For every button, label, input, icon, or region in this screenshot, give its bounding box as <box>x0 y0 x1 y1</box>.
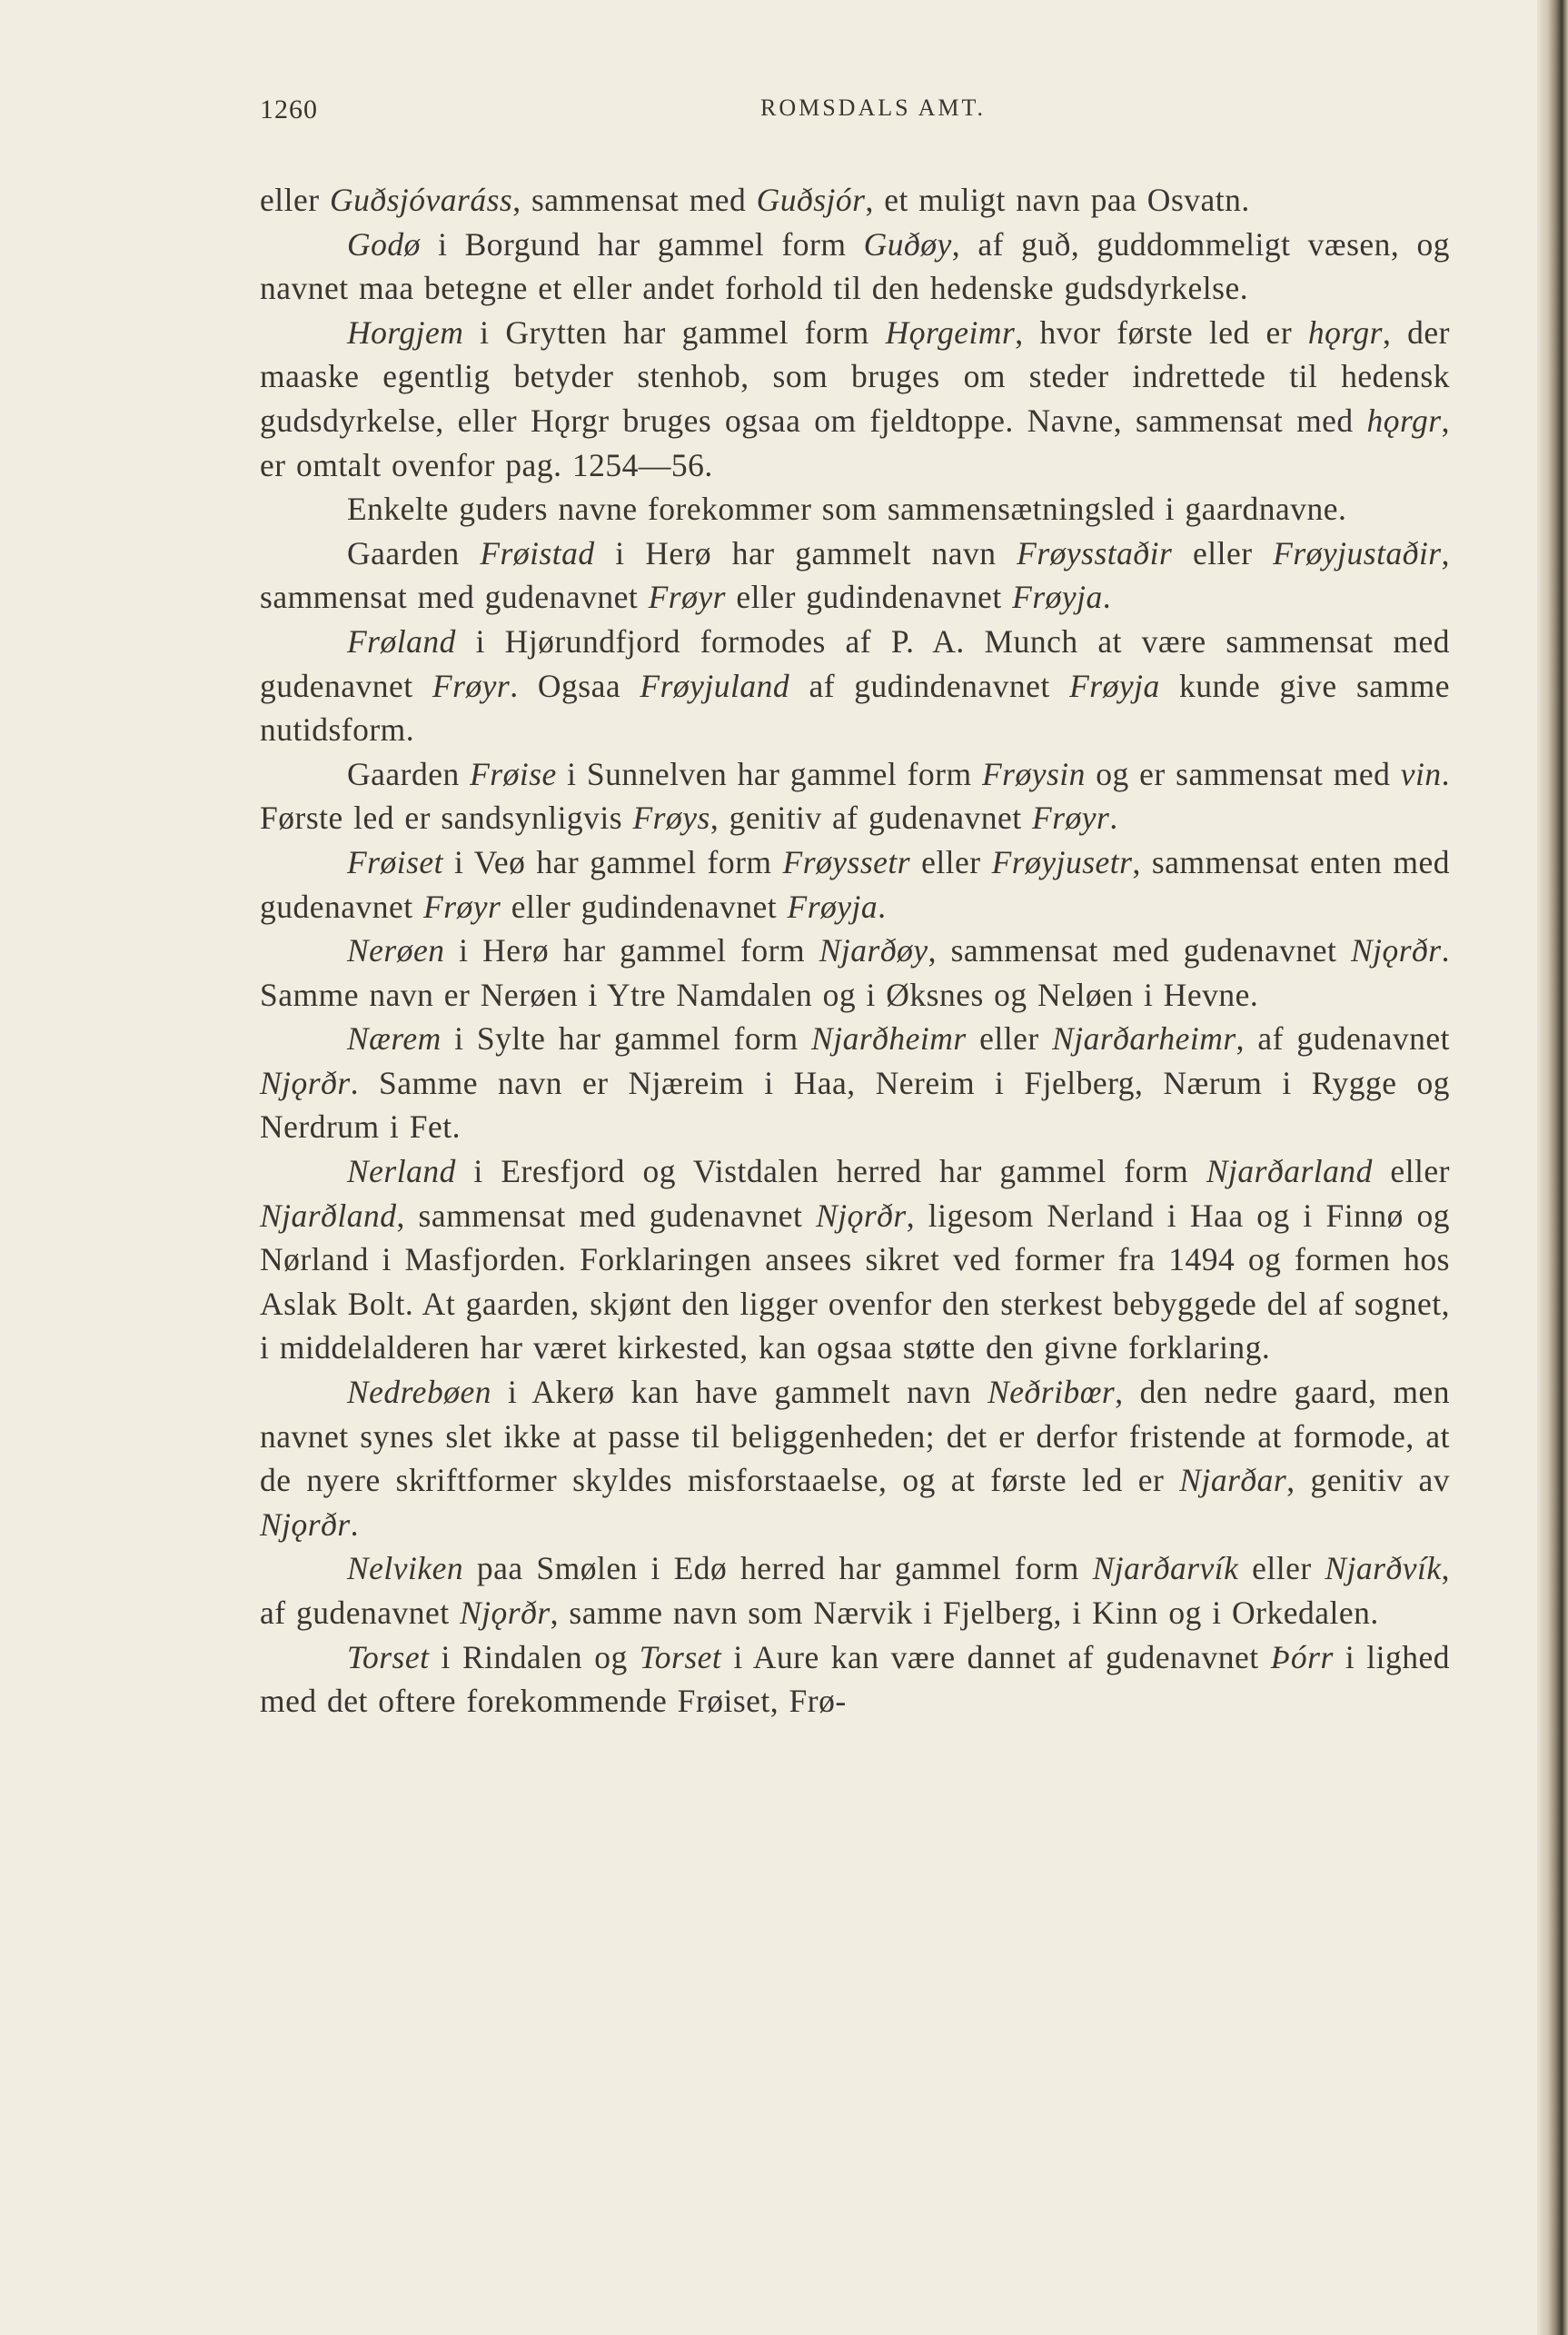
text-run: i Sylte har gammel form <box>441 1020 812 1058</box>
italic-term: Nedrebøen <box>347 1374 491 1411</box>
text-run: i Borgund har gammel form <box>420 225 864 263</box>
italic-term: Torset <box>347 1638 430 1675</box>
italic-term: Frøyjusetr <box>991 843 1133 880</box>
italic-term: Njǫrðr <box>1350 932 1442 969</box>
italic-term: Njǫrðr <box>260 1505 351 1543</box>
paragraph <box>260 752 1450 840</box>
body-text <box>260 178 1450 1724</box>
italic-term: Nelviken <box>347 1550 464 1587</box>
text-run: eller <box>1372 1153 1450 1190</box>
text-run: , der maaske egentlig betyder stenhob, som bruges om steder indrettede til hedensk gudsdyrkelse, eller Hǫrgr bruges ogsaa om fjeldtoppe. Navne, sammensat med <box>260 313 1450 439</box>
page-edge-shadow <box>1537 0 1568 2335</box>
text-run: paa Smølen i Edø herred har gammel form <box>463 1550 1093 1587</box>
text-run: , sammensat enten med gudenavnet <box>260 843 1451 925</box>
text-run: eller <box>260 182 330 218</box>
text-run: i Herø har gammel form <box>444 932 819 969</box>
text-run: Gaarden <box>347 534 481 571</box>
italic-term: vin <box>1400 755 1442 792</box>
text-run: . <box>878 888 887 925</box>
italic-term: Frøland <box>347 622 456 660</box>
paragraph <box>260 311 1450 487</box>
paragraph <box>260 487 1450 532</box>
text-run: . <box>350 1505 360 1543</box>
italic-term: Frøyr <box>1032 800 1110 837</box>
text-run: i lighed med det oftere forekommende Frøiset, Frø- <box>260 1638 1450 1720</box>
italic-term: Frøysstaðir <box>1017 534 1173 571</box>
italic-term: Frøyjustaðir <box>1273 534 1442 571</box>
italic-term: Hǫrgeimr <box>885 313 1016 351</box>
text-run: i Grytten har gammel form <box>463 313 886 351</box>
paragraph <box>260 840 1450 929</box>
text-run: eller <box>1172 534 1274 571</box>
paragraph <box>260 1635 1450 1724</box>
text-run: . <box>1102 579 1112 616</box>
paragraph <box>260 1370 1450 1546</box>
running-title: ROMSDALS AMT. <box>759 94 986 121</box>
italic-term: Frøyssetr <box>782 843 911 880</box>
page-header <box>260 94 1450 131</box>
italic-term: Frøyr <box>432 667 511 704</box>
text-run: Gaarden <box>347 755 471 792</box>
italic-term: Frøyjuland <box>640 667 790 704</box>
italic-term: Neðribœr <box>987 1374 1116 1411</box>
italic-term: Njarðheimr <box>811 1020 967 1058</box>
text-run: og er sammensat med <box>1085 755 1401 792</box>
italic-term: Frøyja <box>787 888 878 925</box>
italic-term: Frøyja <box>1069 667 1160 704</box>
italic-term: Þórr <box>1270 1638 1334 1675</box>
italic-term: Frøiset <box>347 843 444 880</box>
italic-term: Frøysin <box>981 755 1086 792</box>
text-run: , et muligt navn paa Osvatn. <box>865 182 1250 218</box>
italic-term: Njarðvík <box>1325 1550 1442 1587</box>
italic-term: Njǫrðr <box>459 1595 551 1631</box>
text-run: . Samme navn er Njæreim i Haa, Nereim i Fjelberg, Nærum i Rygge og Nerdrum i Fet. <box>260 1064 1450 1146</box>
italic-term: Guðsjóvaráss <box>329 182 513 218</box>
italic-term: Frøys <box>632 800 710 837</box>
text-run: i Eresfjord og Vistdalen herred har gammel form <box>455 1153 1206 1190</box>
text-run: kunde give samme nutidsform. <box>260 667 1451 749</box>
text-run: i Akerø kan have gammelt navn <box>491 1374 988 1411</box>
italic-term: Nerland <box>347 1153 456 1190</box>
text-run: eller <box>966 1020 1053 1058</box>
paragraph <box>260 1017 1450 1149</box>
italic-term: Frøyr <box>423 888 501 925</box>
italic-term: Guðsjór <box>756 182 866 218</box>
text-run: , af gudenavnet <box>1236 1020 1451 1058</box>
text-run: , den nedre gaard, men navnet synes slet ikke at passe til beliggenheden; det er derfor fristende at formode, at de nyere skriftformer skyldes misforstaaelse, og at første led er <box>260 1374 1450 1499</box>
text-run: , af guð, guddommeligt væsen, og navnet maa betegne et eller andet forhold til den hedenske gudsdyrkelse. <box>260 225 1450 307</box>
text-run: , sammensat med gudenavnet <box>928 932 1351 969</box>
paragraph <box>260 1149 1450 1370</box>
italic-term: Horgjem <box>347 313 464 351</box>
page-number: 1260 <box>260 94 318 124</box>
italic-term: Torset <box>639 1638 722 1675</box>
text-run: , sammensat med <box>512 182 757 218</box>
italic-term: Njǫrðr <box>260 1064 351 1101</box>
text-run: , er omtalt ovenfor pag. 1254—56. <box>260 402 1450 483</box>
italic-term: Nærem <box>347 1020 442 1058</box>
italic-term: Godø <box>347 225 421 263</box>
paragraph <box>260 532 1450 620</box>
text-run: eller gudindenavnet <box>725 579 1013 616</box>
text-run: , af gudenavnet <box>260 1550 1450 1631</box>
text-run: eller gudindenavnet <box>501 888 788 925</box>
text-run: , sammensat med gudenavnet <box>396 1197 817 1234</box>
italic-term: Frøyr <box>648 579 726 616</box>
text-run: . Ogsaa <box>510 667 640 704</box>
text-run: i Aure kan være dannet af gudenavnet <box>721 1638 1271 1675</box>
text-run: i Herø har gammelt navn <box>594 534 1017 571</box>
italic-term: Njarðøy <box>819 932 928 969</box>
italic-term: Nerøen <box>347 932 445 969</box>
italic-term: hǫrgr <box>1366 402 1442 439</box>
paragraph <box>260 178 1450 223</box>
text-run: i Veø har gammel form <box>443 843 783 880</box>
text-run: , ligesom Nerland i Haa og i Finnø og Nørland i Masfjorden. Forklaringen ansees sikret ved former fra 1494 og formen hos Aslak Bolt. At gaarden, skjønt den ligger ovenfor den sterkest bebyggede del af sognet, i middelalderen har været kirkested, kan ogsaa støtte den givne forklaring. <box>260 1197 1450 1366</box>
italic-term: Frøyja <box>1012 579 1103 616</box>
text-run: , genitiv af gudenavnet <box>710 800 1033 837</box>
text-run: eller <box>1238 1550 1325 1587</box>
text-run: i Sunnelven har gammel form <box>556 755 982 792</box>
italic-term: Njarðar <box>1179 1462 1287 1499</box>
text-run: , sammensat med gudenavnet <box>260 534 1450 616</box>
text-run: Enkelte guders navne forekommer som sammensætningsled i gaardnavne. <box>347 491 1347 528</box>
italic-term: Njarðland <box>260 1197 397 1234</box>
text-run: i Hjørundfjord formodes af P. A. Munch at være sammensat med gudenavnet <box>260 622 1450 704</box>
paragraph <box>260 223 1450 311</box>
text-run: i Rindalen og <box>429 1638 640 1675</box>
text-run: af gudindenavnet <box>789 667 1070 704</box>
text-run: . <box>1109 800 1118 837</box>
paragraph <box>260 929 1450 1017</box>
italic-term: Frøistad <box>480 534 595 571</box>
italic-term: Njarðarheimr <box>1052 1020 1236 1058</box>
italic-term: Njarðarvík <box>1092 1550 1239 1587</box>
paragraph <box>260 620 1450 752</box>
italic-term: Frøise <box>470 755 557 792</box>
text-run: , genitiv av <box>1286 1462 1450 1499</box>
italic-term: Guðøy <box>863 225 952 263</box>
text-run: . Samme navn er Nerøen i Ytre Namdalen og i Øksnes og Neløen i Hevne. <box>260 932 1450 1013</box>
text-run: . Første led er sandsynligvis <box>260 755 1450 837</box>
paragraph <box>260 1546 1450 1634</box>
text-run: , hvor første led er <box>1015 313 1308 351</box>
italic-term: hǫrgr <box>1307 313 1383 351</box>
italic-term: Njǫrðr <box>816 1197 907 1234</box>
italic-term: Njarðarland <box>1206 1153 1373 1190</box>
text-run: , samme navn som Nærvik i Fjelberg, i Kinn og i Orkedalen. <box>550 1595 1379 1631</box>
text-run: eller <box>910 843 992 880</box>
